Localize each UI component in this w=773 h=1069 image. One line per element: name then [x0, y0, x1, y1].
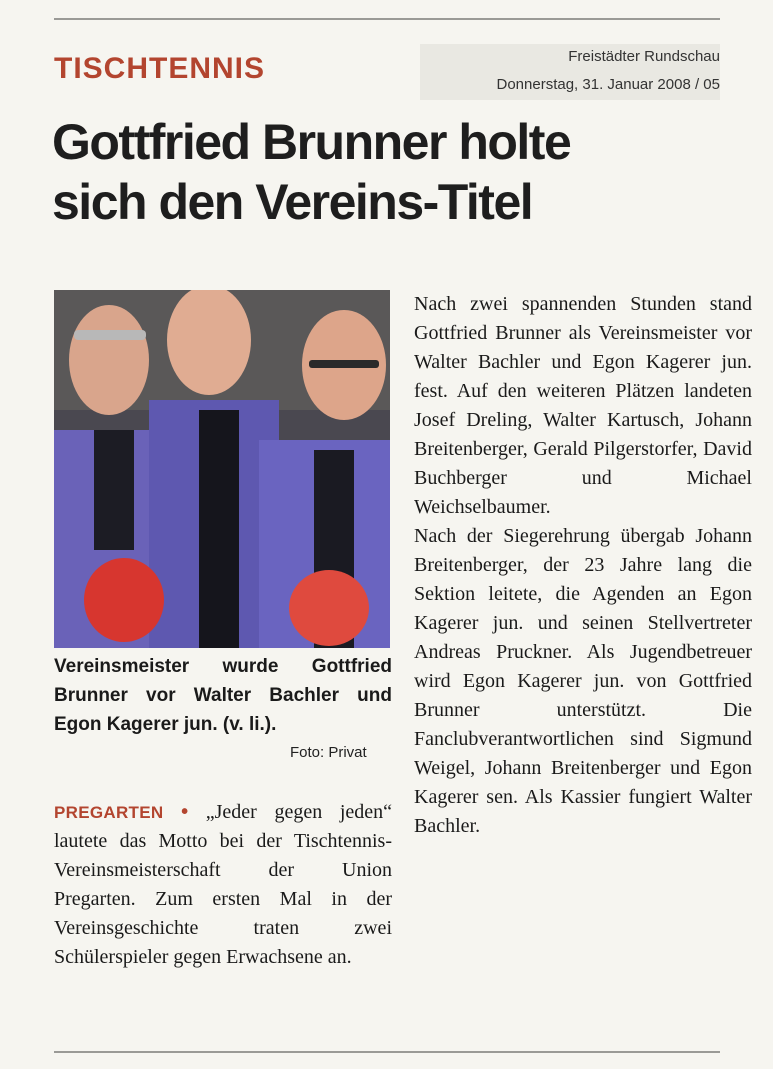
- photo-credit: Foto: Privat: [290, 744, 367, 761]
- intro-text: „Jeder gegen jeden“ lautete das Motto bei der Tischtennis-Vereinsmeisterschaft der Union Pregarten. Zum ersten Mal in der Vereinsgeschichte traten zwei Schülerspieler gegen Erwachsene an.: [54, 801, 393, 968]
- publication-date: Donnerstag, 31. Januar 2008 / 05: [496, 76, 720, 93]
- paragraph-3: Nach der Siegerehrung übergab Johann Breitenberger, der 23 Jahre lang die Sektion leitete, die Agenden an Egon Kagerer jun. und seinen Stellvertreter Andreas Pruckner. Als Jugendbetreuer wird Egon Kagerer jun. von Gottfried Brunner unterstützt. Die Fanclubverantwortlichen sind Sigmund Weigel, Johann Breitenberger und Egon Kagerer sen. Als Kassier fungiert Walter Bachler.: [414, 525, 752, 837]
- photo-caption: Vereinsmeister wurde Gottfried Brunner vor Walter Bachler und Egon Kagerer jun. (v. li.).: [54, 656, 392, 735]
- paragraph-2: Nach zwei spannenden Stunden stand Gottfried Brunner als Vereinsmeister vor Walter Bachler und Egon Kagerer jun. fest. Auf den weiteren Plätzen landeten Josef Dreling, Walter Kartusch, Johann Breitenberger, Gerald Pilgerstorfer, David Buchberger und Michael Weichselbaumer.: [414, 293, 752, 518]
- article-column-right: [414, 290, 752, 841]
- publication-name: Freistädter Rundschau: [568, 48, 720, 65]
- article-column-left: [54, 798, 392, 972]
- headline: [52, 112, 732, 232]
- section-kicker: TISCHTENNIS: [54, 52, 266, 85]
- headline-line-1: Gottfried Brunner holte: [52, 114, 571, 170]
- bottom-rule: [54, 1051, 720, 1053]
- headline-line-2: sich den Vereins-Titel: [52, 174, 533, 230]
- top-rule: [54, 18, 720, 20]
- source-box: [420, 44, 720, 100]
- dateline-bullet: •: [181, 801, 189, 823]
- dateline: PREGARTEN: [54, 803, 164, 822]
- team-photo: [54, 290, 390, 648]
- intro-paragraph: [54, 798, 392, 972]
